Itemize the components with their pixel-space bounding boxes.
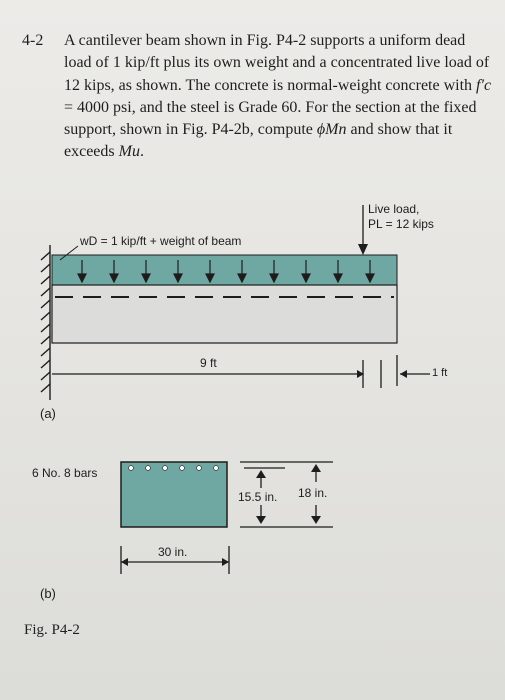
- problem-text-end: .: [139, 143, 144, 161]
- problem-text-part3: and show that it exceeds: [64, 121, 453, 161]
- offset-label: 1 ft: [432, 367, 448, 379]
- effective-depth-label: 15.5 in.: [238, 490, 278, 504]
- span-dimension: [52, 355, 430, 388]
- live-load-label-line1: Live load,: [368, 202, 420, 216]
- mu-symbol: Mu: [118, 143, 140, 161]
- live-load-arrow: [358, 205, 368, 255]
- figure-b-label: (b): [40, 586, 56, 601]
- problem-text-part1: A cantilever beam shown in Fig. P4-2 supports a uniform dead load of 1 kip/ft plus its own weight and a concentrated live load of 12 kips, as shown. The concrete is normal-weight concrete with: [64, 32, 490, 94]
- span-label: 9 ft: [200, 356, 217, 370]
- dead-load-band: [52, 255, 397, 285]
- figure-a-label: (a): [40, 406, 56, 421]
- fc-symbol: f′c: [476, 76, 492, 94]
- fixed-support: [41, 245, 50, 400]
- support-hatch: [41, 252, 50, 392]
- figure-caption: Fig. P4-2: [24, 622, 80, 638]
- phi-mn-symbol: ϕMn: [316, 121, 347, 139]
- total-depth-label: 18 in.: [298, 486, 328, 500]
- live-load-label-line2: PL = 12 kips: [368, 217, 434, 231]
- cantilever-beam: [52, 285, 397, 343]
- dead-load-label: wD = 1 kip/ft + weight of beam: [80, 234, 242, 248]
- problem-text-part2: = 4000 psi, and the steel is Grade 60. For the section at the fixed support, shown in Fig. P4-2b, compute: [64, 98, 477, 139]
- beam-cross-section: [121, 462, 227, 527]
- bars-label: 6 No. 8 bars: [32, 466, 98, 480]
- problem-number: 4-2: [22, 32, 44, 49]
- width-label: 30 in.: [158, 545, 188, 559]
